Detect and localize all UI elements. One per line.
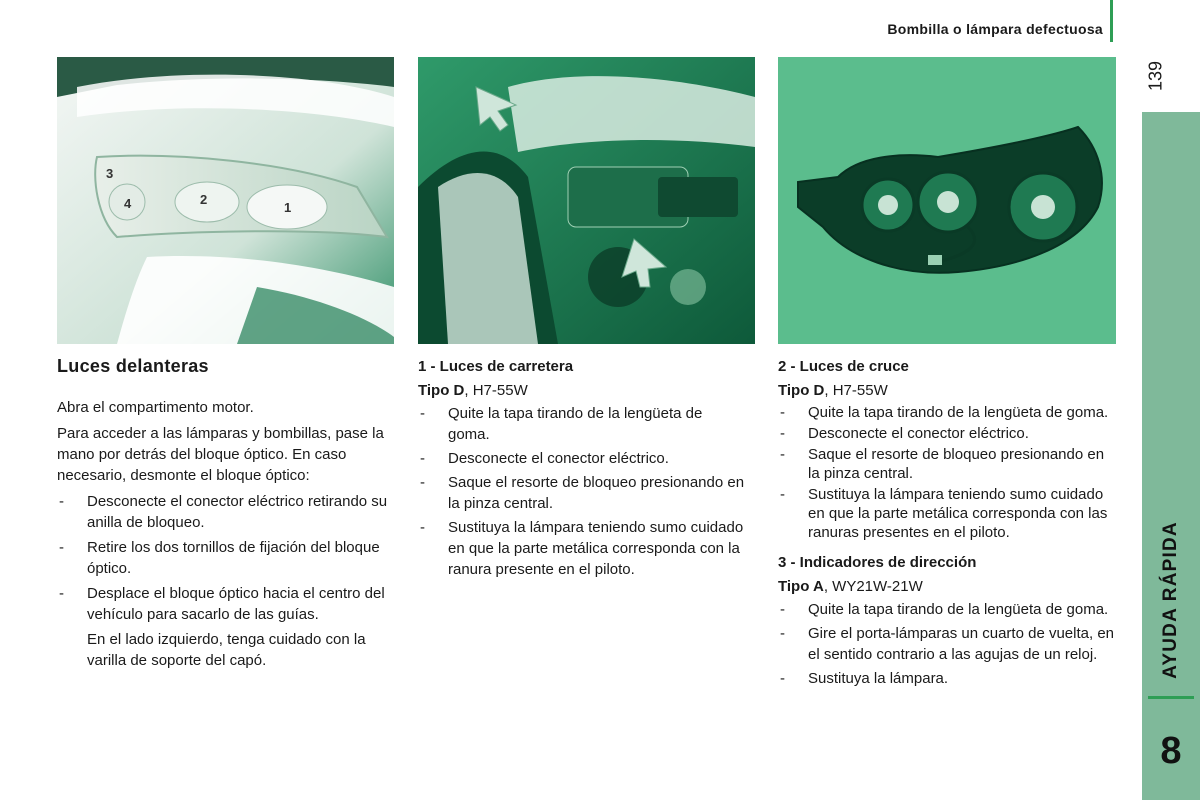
bulb-type-line <box>778 380 1118 401</box>
bulb-type-line <box>418 380 748 401</box>
intro-paragraph: Abra el compartimento motor. <box>57 399 254 416</box>
list-item: - Desconecte el conector eléctrico. <box>418 448 748 469</box>
bulb-type-value: , H7-55W <box>824 382 888 399</box>
bulb-type-label: Tipo A <box>778 578 824 595</box>
callout-2: 2 <box>200 192 208 207</box>
chapter-label: AYUDA RÁPIDA <box>1160 521 1181 679</box>
section-title-luces-carretera: 1 - Luces de carretera <box>418 358 574 375</box>
bulb-type-label: Tipo D <box>778 382 825 399</box>
headlamp-unit-photo <box>778 57 1116 344</box>
headlamp-photo <box>57 57 394 344</box>
section-title-luces-delanteras: Luces delanteras <box>57 356 209 376</box>
column-low-beam-indicators <box>778 356 1118 689</box>
page-header-title: Bombilla o lámpara defectuosa <box>887 21 1103 37</box>
list-item: - Quite la tapa tirando de la lengüeta de goma. <box>778 599 1118 620</box>
bulb-type-value: , WY21W-21W <box>823 578 923 595</box>
list-item: - Gire el porta-lámparas un cuarto de vuelta, en el sentido contrario a las agujas de un reloj. <box>778 623 1118 665</box>
list-item: - Sustituya la lámpara teniendo sumo cuidado en que la parte metálica corresponda con la ranura presente en el piloto. <box>418 517 748 580</box>
list-item: - Quite la tapa tirando de la lengüeta de goma. <box>778 403 1118 422</box>
list-item: - Desconecte el conector eléctrico retirando su anilla de bloqueo. <box>57 491 393 533</box>
engine-bay-photo <box>418 57 755 344</box>
chapter-side-tab <box>1142 112 1200 800</box>
list-item: - Retire los dos tornillos de fijación del bloque óptico. <box>57 537 393 579</box>
list-item: - Desconecte el conector eléctrico. <box>778 424 1118 443</box>
callout-1: 1 <box>284 200 292 215</box>
front-lights-steps <box>57 491 393 625</box>
section-title-luces-cruce: 2 - Luces de cruce <box>778 358 909 375</box>
section-title-indicadores: 3 - Indicadores de dirección <box>778 554 977 571</box>
callout-4: 4 <box>124 196 132 211</box>
chapter-number: 8 <box>1160 730 1182 772</box>
page-number: 139 <box>1145 60 1166 92</box>
bulb-type-label: Tipo D <box>418 382 465 399</box>
hood-rod-note: En el lado izquierdo, tenga cuidado con la varilla de soporte del capó. <box>87 631 366 669</box>
indicator-steps <box>778 599 1118 689</box>
column-high-beam <box>418 356 748 580</box>
list-item: - Saque el resorte de bloqueo presionando en la pinza central. <box>778 445 1118 483</box>
list-item: - Desplace el bloque óptico hacia el centro del vehículo para sacarlo de las guías. <box>57 583 393 625</box>
bulb-type-line <box>778 576 1118 597</box>
list-item: - Sustituya la lámpara. <box>778 668 1118 689</box>
side-tab-divider <box>1148 696 1194 699</box>
list-item: - Sustituya la lámpara teniendo sumo cuidado en que la parte metálica corresponda con las ranuras presentes en el piloto. <box>778 485 1118 542</box>
column-front-lights <box>57 356 393 671</box>
access-paragraph: Para acceder a las lámparas y bombillas, pase la mano por detrás del bloque óptico. En caso necesario, desmonte el bloque óptico: <box>57 425 384 484</box>
list-item: - Quite la tapa tirando de la lengüeta de goma. <box>418 403 748 445</box>
callout-3: 3 <box>106 166 114 181</box>
bulb-type-value: , H7-55W <box>464 382 528 399</box>
header-divider <box>1110 0 1113 42</box>
low-beam-steps <box>778 403 1118 542</box>
list-item: - Saque el resorte de bloqueo presionando en la pinza central. <box>418 472 748 514</box>
high-beam-steps <box>418 403 748 580</box>
